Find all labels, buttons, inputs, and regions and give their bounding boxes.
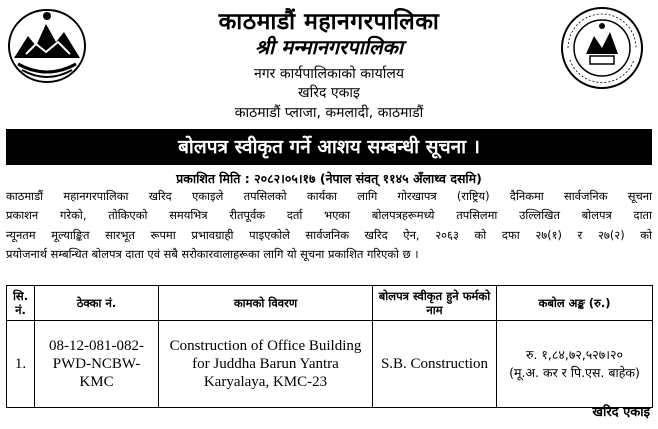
col-header-firm: बोलपत्र स्वीकृत हुने फर्मको नाम	[373, 286, 497, 321]
amount-value: रु. १,८४,७२,५२७।२०	[525, 347, 624, 362]
cell-description: Construction of Office Building for Juddha Barun Yantra Karyalaya, KMC-23	[159, 321, 373, 408]
org-subtitle: श्री मन्मानगरपालिका	[254, 35, 404, 59]
org-title: काठमाडौं महानगरपालिका	[218, 9, 440, 35]
notice-header	[0, 0, 658, 124]
notice-body-line: प्रकाशन गरेको, तोकिएको समयभित्र रीतपूर्वक दर्ता भएका बोलपत्रहरूमध्ये तपसिलमा उल्लिखित बोलपत्र दाता	[6, 208, 652, 223]
notice-body	[6, 187, 652, 264]
col-header-description: कामको विवरण	[159, 286, 373, 321]
office-address: काठमाडौं प्लाजा, कमलादी, काठमाडौं	[234, 105, 424, 121]
cell-contract-no: 08-12-081-082-PWD-NCBW-KMC	[35, 321, 159, 408]
section-name: खरिद एकाइ	[298, 85, 360, 101]
cell-firm: S.B. Construction	[373, 321, 497, 408]
table-header-row	[7, 286, 653, 321]
notice-body-line: प्रयोजनार्थ सम्बन्धित बोलपत्र दाता एवं सबै सरोकारवालाहरूका लागि यो सूचना प्रकाशित गरिएको छ ।	[6, 246, 419, 261]
notice-title-banner: बोलपत्र स्वीकृत गर्ने आशय सम्बन्धी सूचना ।	[6, 129, 652, 165]
kmc-seal-icon	[560, 6, 644, 90]
office-name: नगर कार्यपालिकाको कार्यालय	[254, 66, 404, 82]
notice-body-line: न्यूनतम मूल्याङ्कित सारभूत रूपमा प्रभावग्राही पाइएकोले सार्वजनिक खरिद ऐन, २०६३ को दफा २७(१) र २७(२) को	[6, 227, 652, 242]
notice-body-line: काठमाडौं महानगरपालिका खरिद एकाइले तपसिलको कार्यका लागि गोरखापत्र (राष्ट्रिय) दैनिकमा सार्वजनिक सूचना	[6, 189, 652, 203]
award-table	[6, 285, 653, 408]
cell-sn: 1.	[7, 321, 35, 408]
footer-signoff: खरिद एकाइ	[592, 405, 650, 420]
published-date: प्रकाशित मिति : २०८२।०५।१७ (नेपाल संवत् ११४५ अँलाथ्व दसमि)	[176, 171, 482, 186]
col-header-sn: सि. नं.	[7, 286, 35, 321]
col-header-contract-no: ठेक्का नं.	[35, 286, 159, 321]
col-header-amount: कबोल अङ्क (रु.)	[497, 286, 653, 321]
table-row	[7, 321, 653, 408]
cell-amount	[497, 321, 653, 408]
amount-note: (मू.अ. कर र पि.एस. बाहेक)	[509, 365, 640, 380]
